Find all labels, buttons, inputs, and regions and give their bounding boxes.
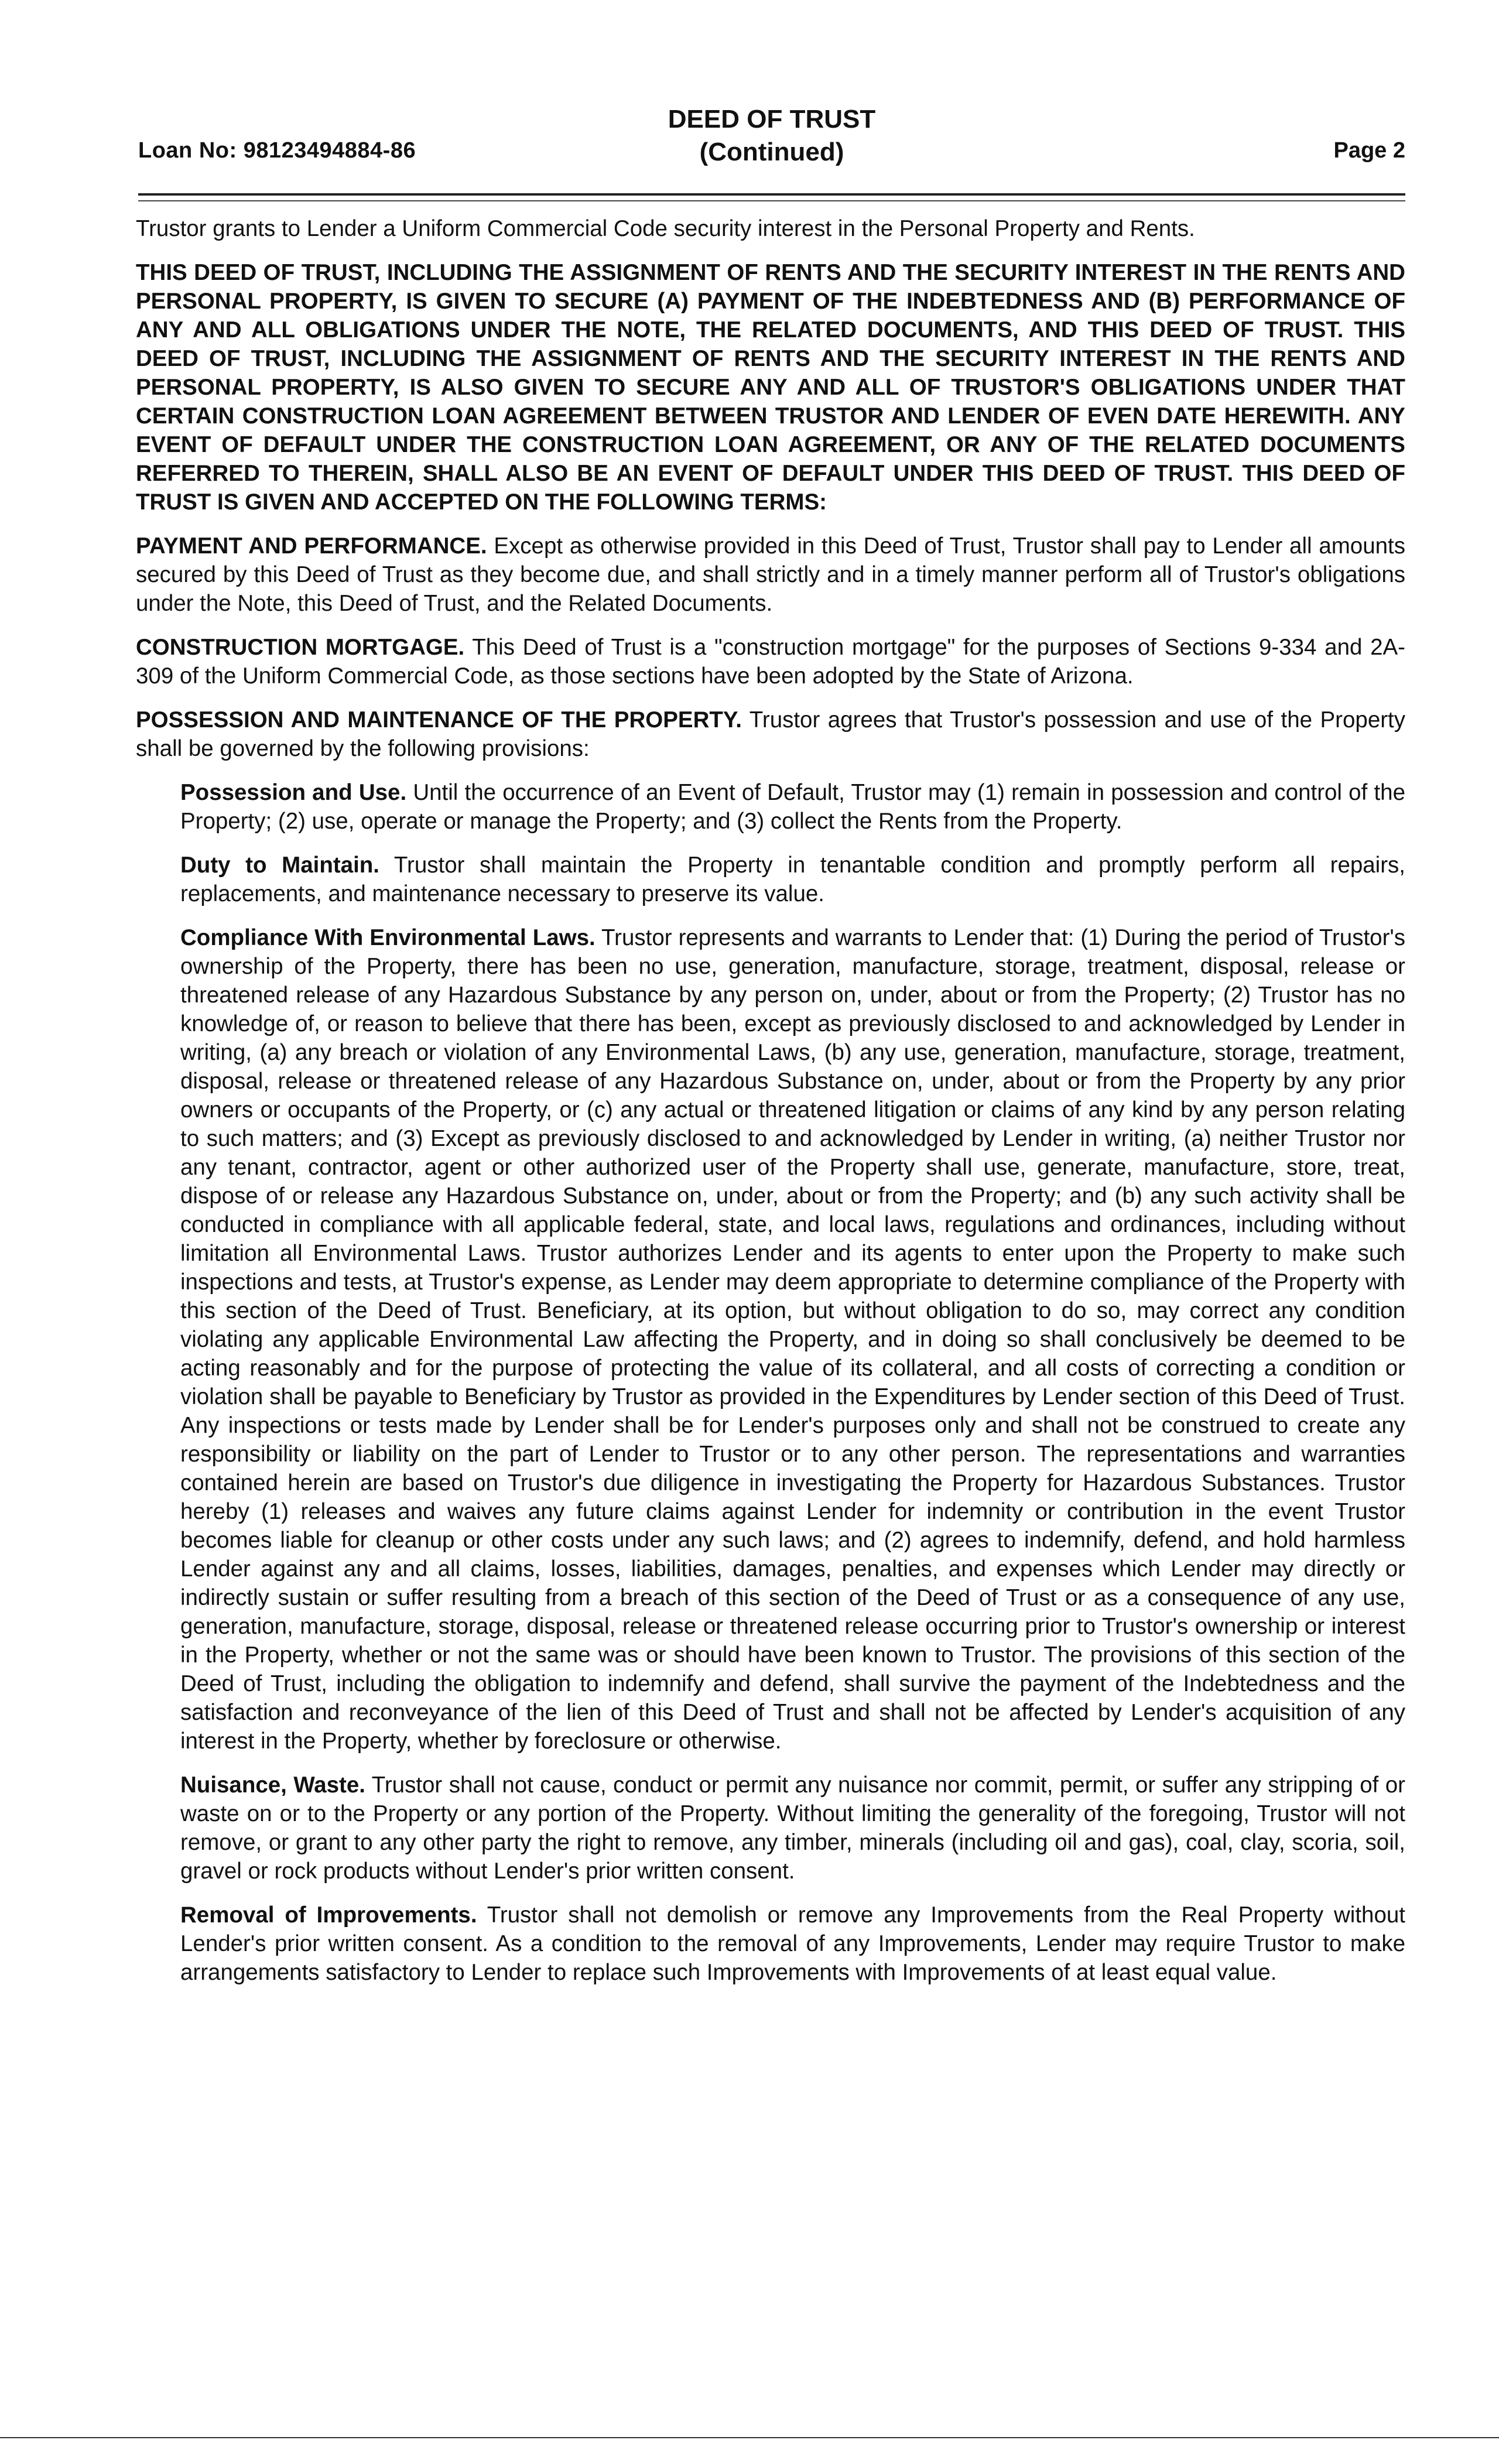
loan-number: Loan No: 98123494884-86 [138,138,416,163]
page-number: Page 2 [1333,138,1405,163]
footer-rule [0,2437,1499,2438]
section-heading: POSSESSION AND MAINTENANCE OF THE PROPERTY. [136,707,742,733]
section-construction [136,633,1405,690]
subsection-heading: Duty to Maintain. [180,853,379,878]
subsection-text: Trustor represents and warrants to Lender that: (1) During the period of Trustor's ownership of the Property, there has been no use, generation, manufacture, storage, treatment, disposal, release or threatened release of any Hazardous Substance by any person on, under, about or from the Property; (2) Trustor has no knowledge of, or reason to believe that there has been, except as previously disclosed to and acknowledged by Lender in writing, (a) any breach or violation of any Environmental Laws, (b) any use, generation, manufacture, storage, treatment, disposal, release or threatened release of any Hazardous Substance on, under, about or from the Property by any prior owners or occupants of the Property, or (c) any actual or threatened litigation or claims of any kind by any person relating to such matters; and (3) Except as previously disclosed to and acknowledged by Lender in writing, (a) neither Trustor nor any tenant, contractor, agent or other authorized user of the Property shall use, generate, manufacture, store, treat, dispose of or release any Hazardous Substance on, under, about or from the Property; and (b) any such activity shall be conducted in compliance with all applicable federal, state, and local laws, regulations and ordinances, including without limitation all Environmental Laws. Trustor authorizes Lender and its agents to enter upon the Property to make such inspections and tests, at Trustor's expense, as Lender may deem appropriate to determine compliance of the Property with this section of the Deed of Trust. Beneficiary, at its option, but without obligation to do so, may correct any condition violating any applicable Environmental Law affecting the Property, and in doing so shall conclusively be deemed to be acting reasonably and for the purpose of protecting the value of its collateral, and all costs of correcting a condition or violation shall be payable to Beneficiary by Trustor as provided in the Expenditures by Lender section of this Deed of Trust. Any inspections or tests made by Lender shall be for Lender's purposes only and shall not be construed to create any responsibility or liability on the part of Lender to Trustor or to any other person. The representations and warranties contained herein are based on Trustor's due diligence in investigating the Property for Hazardous Substances. Trustor hereby (1) releases and waives any future claims against Lender for indemnity or contribution in the event Trustor becomes liable for cleanup or other costs under any such laws; and (2) agrees to indemnify, defend, and hold harmless Lender against any and all claims, losses, liabilities, damages, penalties, and expenses which Lender may directly or indirectly sustain or suffer resulting from a breach of this section of the Deed of Trust or as a consequence of any use, generation, manufacture, storage, disposal, release or threatened release occurring prior to Trustor's ownership or interest in the Property, whether or not the same was or should have been known to Trustor. The provisions of this section of the Deed of Trust, including the obligation to indemnify and defend, shall survive the payment of the Indebtedness and the satisfaction and reconveyance of the lien of this Deed of Trust and shall not be affected by Lender's acquisition of any interest in the Property, whether by foreclosure or otherwise. [180,925,1405,1754]
subsection-heading: Compliance With Environmental Laws. [180,925,596,950]
header-rule-thin [138,200,1405,201]
subsection-removal [180,1901,1405,1987]
section-text: Trustor agrees that Trustor's possession and use of the Property shall be governed by the following provisions: [136,707,1405,761]
subsection-heading: Removal of Improvements. [180,1902,477,1928]
caps-paragraph: THIS DEED OF TRUST, INCLUDING THE ASSIGNMENT OF RENTS AND THE SECURITY INTEREST IN THE RENTS AND PERSONAL PROPERTY, IS GIVEN TO SECURE (A) PAYMENT OF THE INDEBTEDNESS AND (B) PERFORMANCE OF ANY AND ALL OBLIGATIONS UNDER THE NOTE, THE RELATED DOCUMENTS, AND THIS DEED OF TRUST. THIS DEED OF TRUST, INCLUDING THE ASSIGNMENT OF RENTS AND THE SECURITY INTEREST IN THE RENTS AND PERSONAL PROPERTY, IS ALSO GIVEN TO SECURE ANY AND ALL OF TRUSTOR'S OBLIGATIONS UNDER THAT CERTAIN CONSTRUCTION LOAN AGREEMENT BETWEEN TRUSTOR AND LENDER OF EVEN DATE HEREWITH. ANY EVENT OF DEFAULT UNDER THE CONSTRUCTION LOAN AGREEMENT, OR ANY OF THE RELATED DOCUMENTS REFERRED TO THEREIN, SHALL ALSO BE AN EVENT OF DEFAULT UNDER THIS DEED OF TRUST. THIS DEED OF TRUST IS GIVEN AND ACCEPTED ON THE FOLLOWING TERMS: [136,260,1405,515]
subsection-text: Trustor shall not cause, conduct or permit any nuisance nor commit, permit, or suffer any stripping of or waste on or to the Property or any portion of the Property. Without limiting the generality of the foregoing, Trustor will not remove, or grant to any other party the right to remove, any timber, minerals (including oil and gas), coal, clay, scoria, soil, gravel or rock products without Lender's prior written consent. [180,1772,1405,1884]
document-body [136,214,1405,2002]
header-rule [138,193,1405,196]
subsection-duty-maintain [180,851,1405,908]
subsection-text: Until the occurrence of an Event of Default, Trustor may (1) remain in possession and control of the Property; (2) use, operate or manage the Property; and (3) collect the Rents from the Property. [180,780,1405,834]
section-possession [136,706,1405,763]
subsection-environmental [180,923,1405,1755]
section-text: Except as otherwise provided in this Deed of Trust, Trustor shall pay to Lender all amounts secured by this Deed of Trust as they become due, and shall strictly and in a timely manner perform all of Trustor's obligations under the Note, this Deed of Trust, and the Related Documents. [136,533,1405,616]
subsection-text: Trustor shall not demolish or remove any Improvements from the Real Property without Lender's prior written consent. As a condition to the removal of any Improvements, Lender may require Trustor to make arrangements satisfactory to Lender to replace such Improvements with Improvements of at least equal value. [180,1902,1405,1985]
subsection-possession-use [180,778,1405,836]
page-header [138,103,1405,173]
section-heading: CONSTRUCTION MORTGAGE. [136,635,465,660]
subsection-heading: Possession and Use. [180,780,407,805]
title-line-2: (Continued) [699,138,844,166]
title-line-1: DEED OF TRUST [668,105,876,134]
section-payment [136,532,1405,618]
document-title [138,103,1405,169]
intro-paragraph: Trustor grants to Lender a Uniform Commercial Code security interest in the Personal Property and Rents. [136,216,1195,241]
subsection-text: Trustor shall maintain the Property in tenantable condition and promptly perform all repairs, replacements, and maintenance necessary to preserve its value. [180,853,1406,906]
subsection-heading: Nuisance, Waste. [180,1772,365,1798]
section-text: This Deed of Trust is a "construction mortgage" for the purposes of Sections 9-334 and 2A-309 of the Uniform Commercial Code, as those sections have been adopted by the State of Arizona. [136,635,1405,689]
section-heading: PAYMENT AND PERFORMANCE. [136,533,487,559]
subsection-nuisance [180,1771,1405,1885]
